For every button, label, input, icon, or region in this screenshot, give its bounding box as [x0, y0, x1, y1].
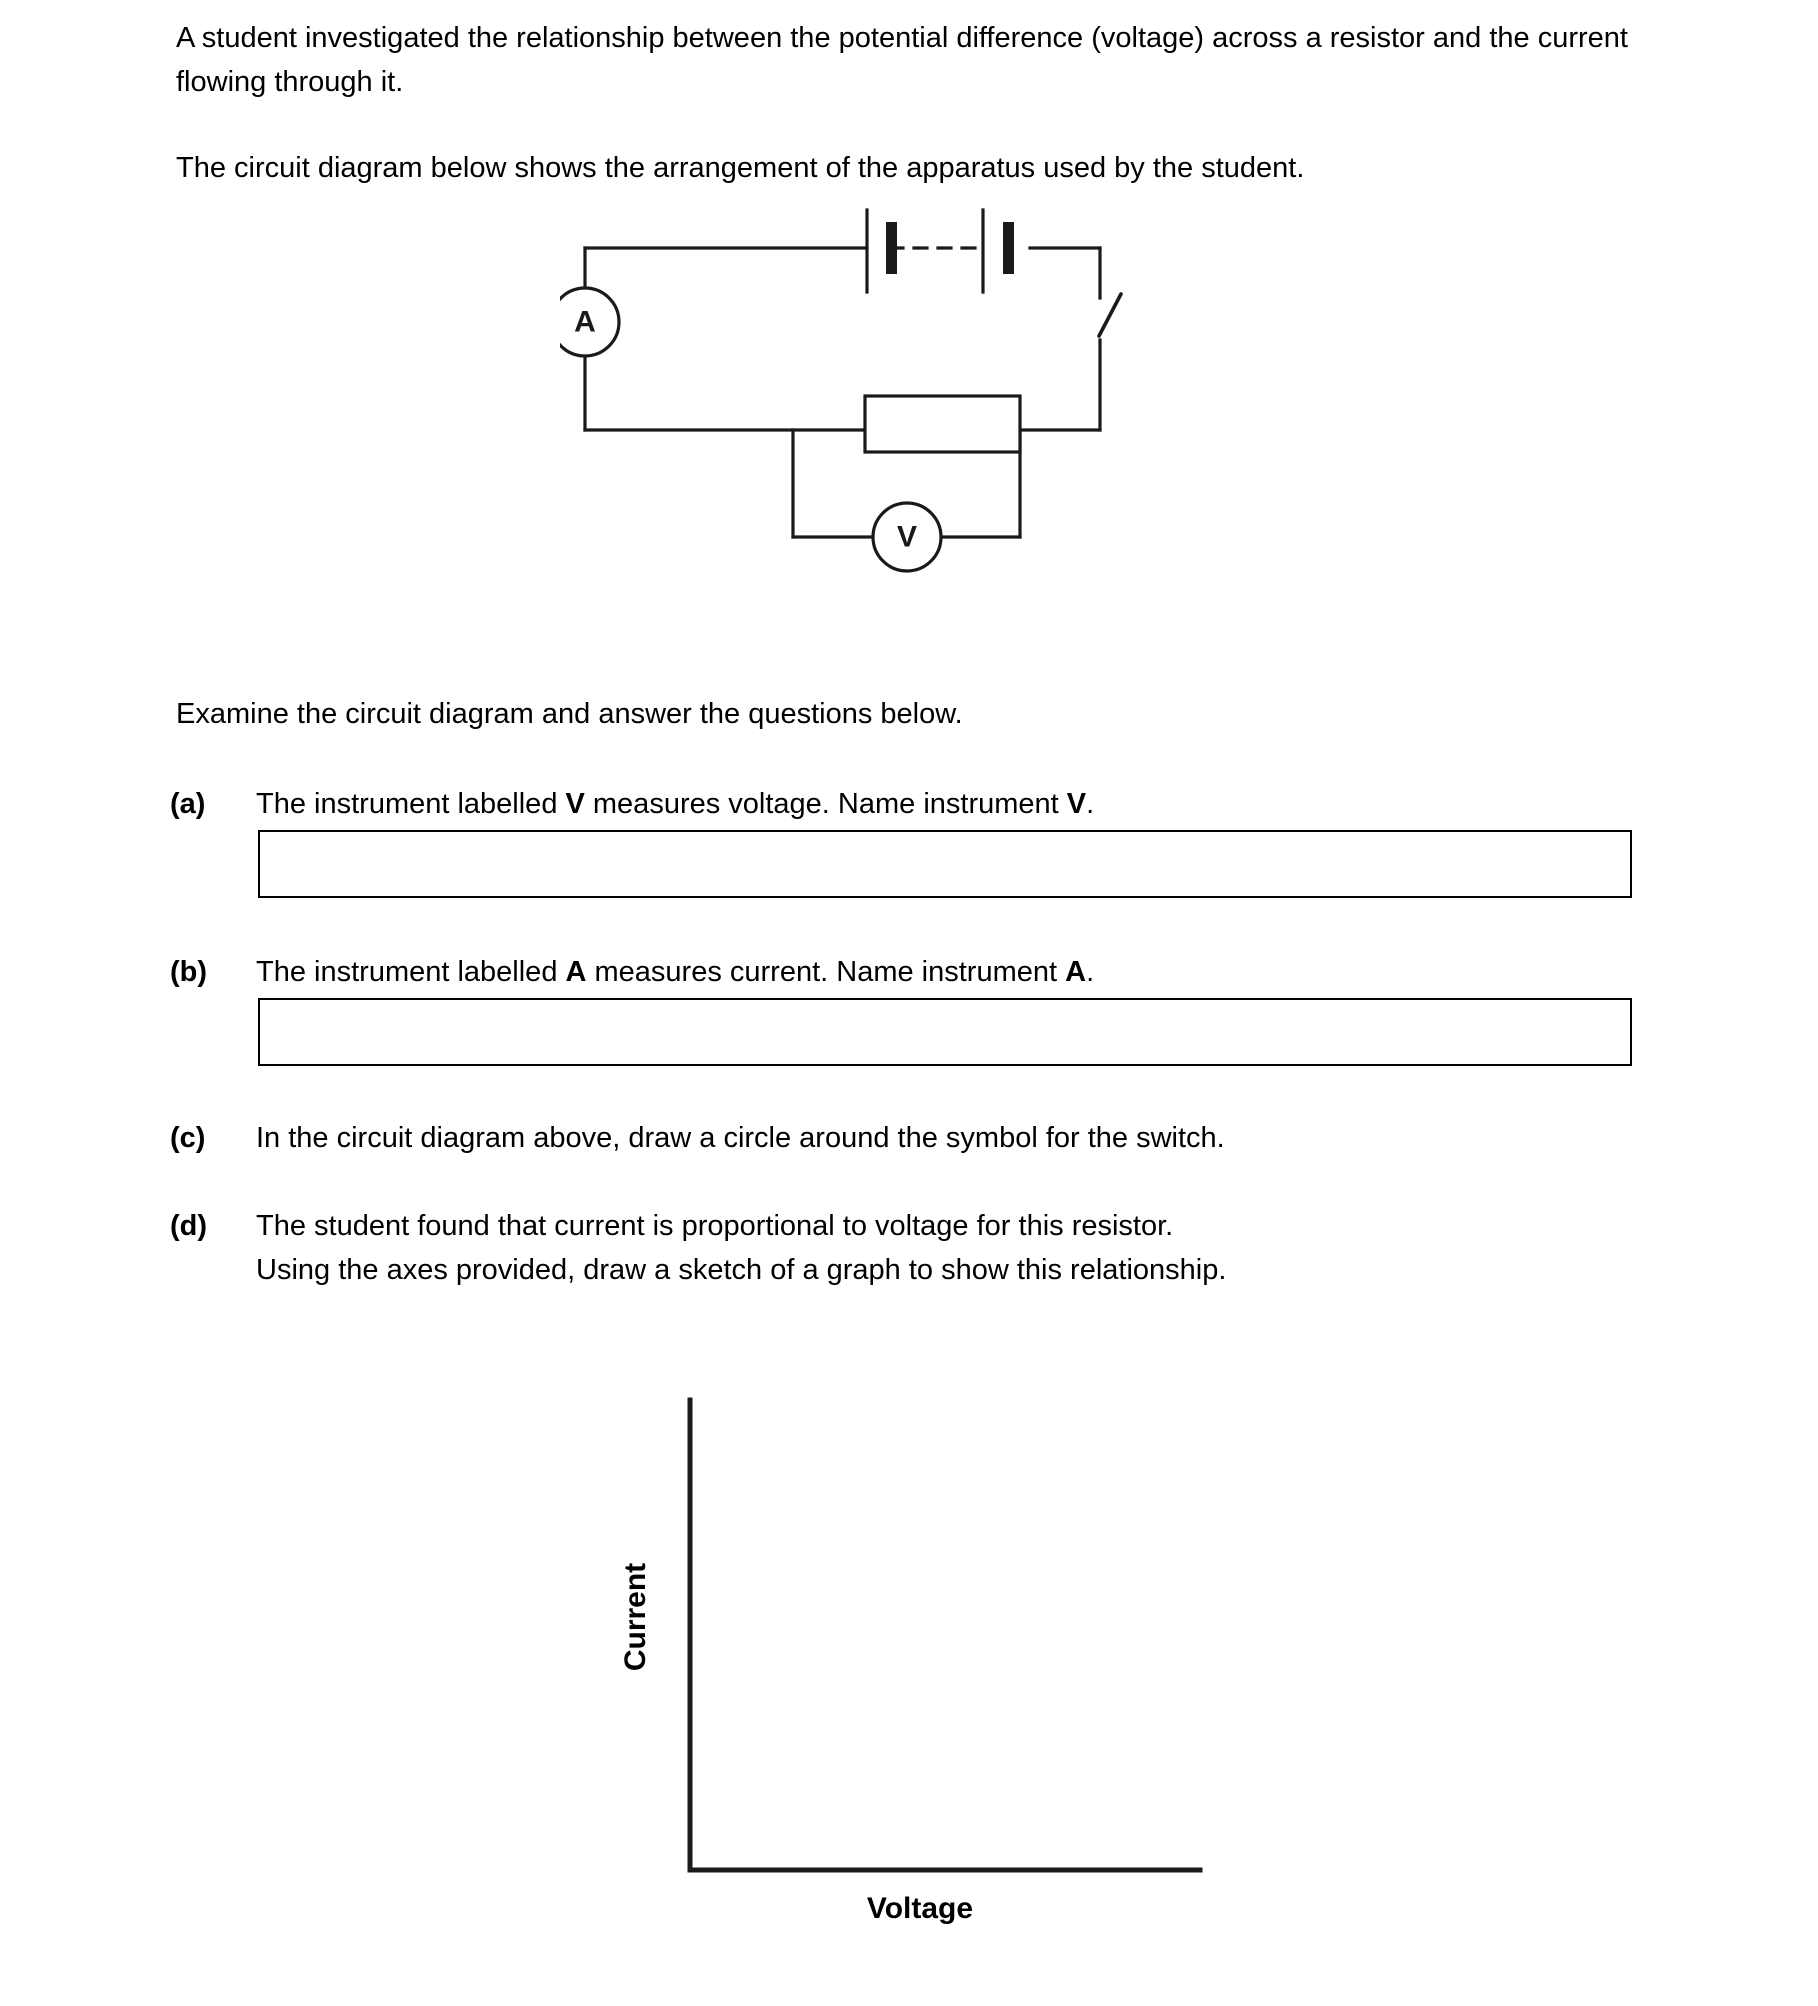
question-b-bold-a2: A	[1065, 956, 1087, 988]
question-d-line2: Using the axes provided, draw a sketch of a graph to show this relationship.	[256, 1254, 1227, 1286]
intro-paragraph-2: The circuit diagram below shows the arrangement of the apparatus used by the student.	[176, 152, 1305, 184]
question-c-label: (c)	[170, 1122, 206, 1154]
switch-lever-icon	[1099, 294, 1121, 336]
question-d-text	[256, 1204, 1676, 1292]
question-a-text-part1: The instrument labelled	[256, 788, 566, 820]
graph-axes-svg	[600, 1390, 1220, 1890]
question-b-bold-a1: A	[565, 956, 587, 988]
question-b-label: (b)	[170, 956, 208, 988]
question-d-label: (d)	[170, 1210, 208, 1242]
question-a-bold-v1: V	[565, 788, 585, 820]
answer-box-a[interactable]	[258, 830, 1632, 898]
question-b-text-part2: measures current. Name instrument	[586, 956, 1066, 988]
question-b-text-part3: .	[1086, 956, 1095, 988]
question-c-text: In the circuit diagram above, draw a circle around the symbol for the switch.	[256, 1122, 1225, 1154]
intro-paragraph-1: A student investigated the relationship between the potential difference (voltage) across a resistor and the current flowing through it.	[176, 22, 1628, 98]
ammeter-label: A	[574, 305, 596, 339]
resistor-symbol	[865, 396, 1020, 452]
question-a-text-part3: .	[1086, 788, 1095, 820]
x-axis-label: Voltage	[866, 1892, 974, 1925]
circuit-diagram	[560, 200, 1200, 600]
battery-cell2-short-plate	[1003, 222, 1014, 274]
question-a-label: (a)	[170, 788, 206, 820]
question-b-text-part1: The instrument labelled	[256, 956, 566, 988]
answer-graph[interactable]	[600, 1390, 1220, 1990]
answer-box-b[interactable]	[258, 998, 1632, 1066]
question-a-text-part2: measures voltage. Name instrument	[584, 788, 1067, 820]
circuit-diagram-svg	[560, 200, 1200, 600]
question-b-text	[256, 950, 1676, 994]
y-axis-label: Current	[619, 1562, 653, 1672]
question-a-bold-v2: V	[1066, 788, 1087, 820]
examine-instruction: Examine the circuit diagram and answer the questions below.	[176, 698, 963, 730]
battery-cell1-short-plate	[886, 222, 897, 274]
question-a-text	[256, 782, 1676, 826]
question-d-line1: The student found that current is proportional to voltage for this resistor.	[256, 1210, 1174, 1242]
voltmeter-label: V	[896, 520, 918, 554]
